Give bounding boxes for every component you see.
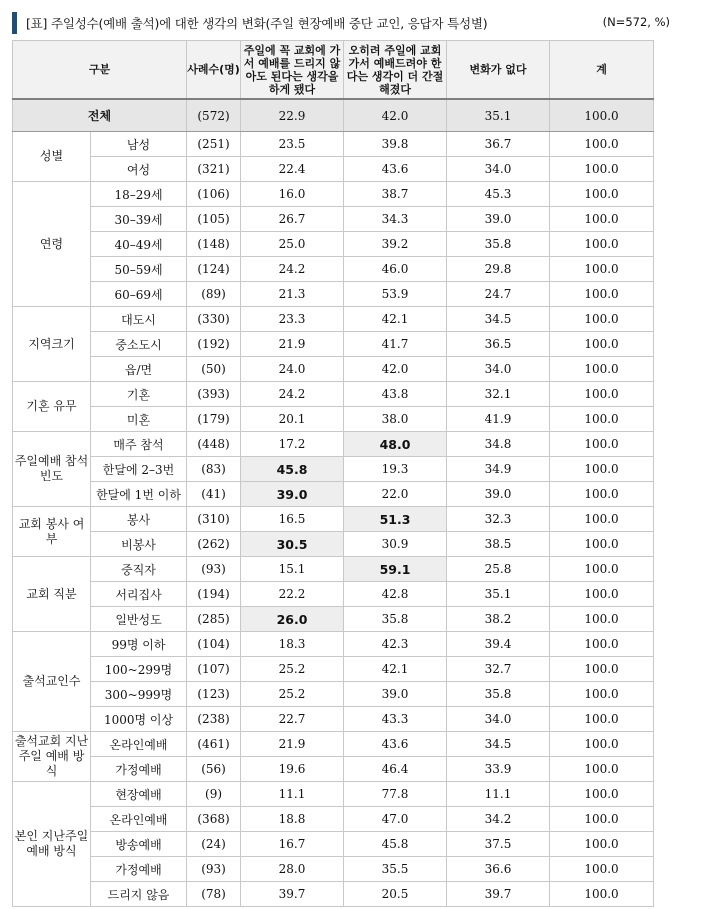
table-row [13, 132, 654, 157]
row-label: 40–49세 [91, 232, 187, 257]
total-c1: 22.9 [241, 99, 344, 132]
row-c1: 30.5 [241, 532, 344, 557]
table-row [13, 507, 654, 532]
row-c3: 29.8 [447, 257, 550, 282]
row-c4: 100.0 [550, 507, 654, 532]
row-c4: 100.0 [550, 632, 654, 657]
row-c4: 100.0 [550, 582, 654, 607]
row-c3: 32.1 [447, 382, 550, 407]
row-c4: 100.0 [550, 482, 654, 507]
row-c1: 16.7 [241, 832, 344, 857]
row-c2: 59.1 [344, 557, 447, 582]
total-c4: 100.0 [550, 99, 654, 132]
total-n: (572) [187, 99, 241, 132]
header-col2: 오히려 주일에 교회가서 예배드려야 한다는 생각이 더 간절해졌다 [344, 41, 447, 100]
total-c2: 42.0 [344, 99, 447, 132]
table-row [13, 232, 654, 257]
row-label: 중소도시 [91, 332, 187, 357]
row-n: (251) [187, 132, 241, 157]
row-c4: 100.0 [550, 857, 654, 882]
row-c2: 35.8 [344, 607, 447, 632]
group-label: 출석교회 지난주일 예배 방식 [13, 732, 91, 782]
row-c1: 26.0 [241, 607, 344, 632]
header-col3: 변화가 없다 [447, 41, 550, 100]
row-label: 읍/면 [91, 357, 187, 382]
row-c1: 17.2 [241, 432, 344, 457]
row-c1: 25.2 [241, 657, 344, 682]
row-c1: 21.9 [241, 732, 344, 757]
row-c1: 39.0 [241, 482, 344, 507]
row-c4: 100.0 [550, 757, 654, 782]
row-c3: 34.5 [447, 307, 550, 332]
row-c3: 35.8 [447, 232, 550, 257]
row-c4: 100.0 [550, 182, 654, 207]
row-n: (148) [187, 232, 241, 257]
table-row [13, 582, 654, 607]
row-c3: 34.9 [447, 457, 550, 482]
row-c4: 100.0 [550, 532, 654, 557]
table-row [13, 382, 654, 407]
row-label: 대도시 [91, 307, 187, 332]
row-label: 일반성도 [91, 607, 187, 632]
row-c4: 100.0 [550, 732, 654, 757]
row-c4: 100.0 [550, 407, 654, 432]
row-c4: 100.0 [550, 132, 654, 157]
row-c3: 36.7 [447, 132, 550, 157]
row-c1: 21.3 [241, 282, 344, 307]
row-n: (448) [187, 432, 241, 457]
row-label: 온라인예배 [91, 807, 187, 832]
table-row [13, 307, 654, 332]
row-c4: 100.0 [550, 882, 654, 907]
group-label: 연령 [13, 182, 91, 307]
row-c3: 39.0 [447, 207, 550, 232]
row-c3: 39.7 [447, 882, 550, 907]
row-n: (89) [187, 282, 241, 307]
row-label: 기혼 [91, 382, 187, 407]
row-c4: 100.0 [550, 682, 654, 707]
row-c3: 39.4 [447, 632, 550, 657]
table-row [13, 557, 654, 582]
table-row [13, 532, 654, 557]
row-c4: 100.0 [550, 807, 654, 832]
row-c3: 35.1 [447, 582, 550, 607]
row-c3: 35.8 [447, 682, 550, 707]
group-label: 본인 지난주일 예배 방식 [13, 782, 91, 907]
row-c3: 36.5 [447, 332, 550, 357]
row-c2: 20.5 [344, 882, 447, 907]
row-c2: 47.0 [344, 807, 447, 832]
table-row [13, 807, 654, 832]
row-c2: 45.8 [344, 832, 447, 857]
row-c1: 39.7 [241, 882, 344, 907]
total-c3: 35.1 [447, 99, 550, 132]
row-label: 서리집사 [91, 582, 187, 607]
row-c4: 100.0 [550, 257, 654, 282]
row-label: 18–29세 [91, 182, 187, 207]
row-n: (192) [187, 332, 241, 357]
row-label: 봉사 [91, 507, 187, 532]
row-c2: 39.0 [344, 682, 447, 707]
row-c4: 100.0 [550, 207, 654, 232]
row-c4: 100.0 [550, 707, 654, 732]
group-label: 기혼 유무 [13, 382, 91, 432]
row-label: 현장예배 [91, 782, 187, 807]
row-c4: 100.0 [550, 457, 654, 482]
row-n: (56) [187, 757, 241, 782]
table-row [13, 282, 654, 307]
table-row [13, 607, 654, 632]
row-c3: 37.5 [447, 832, 550, 857]
row-c3: 34.2 [447, 807, 550, 832]
row-label: 남성 [91, 132, 187, 157]
row-n: (461) [187, 732, 241, 757]
row-c4: 100.0 [550, 157, 654, 182]
row-label: 온라인예배 [91, 732, 187, 757]
row-c1: 25.0 [241, 232, 344, 257]
row-n: (393) [187, 382, 241, 407]
header-col1: 주일에 꼭 교회에 가서 예배를 드리지 않아도 된다는 생각을 하게 됐다 [241, 41, 344, 100]
row-n: (50) [187, 357, 241, 382]
row-c1: 24.2 [241, 382, 344, 407]
row-c4: 100.0 [550, 607, 654, 632]
row-label: 여성 [91, 157, 187, 182]
title-marker [12, 12, 17, 34]
row-label: 50–59세 [91, 257, 187, 282]
row-c2: 42.1 [344, 307, 447, 332]
row-c1: 25.2 [241, 682, 344, 707]
row-n: (24) [187, 832, 241, 857]
row-c3: 41.9 [447, 407, 550, 432]
group-label: 지역크기 [13, 307, 91, 382]
row-c3: 34.0 [447, 157, 550, 182]
row-c1: 26.7 [241, 207, 344, 232]
row-n: (93) [187, 557, 241, 582]
table-row [13, 407, 654, 432]
row-c1: 18.3 [241, 632, 344, 657]
row-n: (104) [187, 632, 241, 657]
table-title-bar [12, 10, 712, 36]
row-n: (124) [187, 257, 241, 282]
row-c2: 43.3 [344, 707, 447, 732]
row-c3: 34.8 [447, 432, 550, 457]
row-n: (179) [187, 407, 241, 432]
row-c2: 39.8 [344, 132, 447, 157]
row-c4: 100.0 [550, 557, 654, 582]
header-col4: 계 [550, 41, 654, 100]
row-c3: 33.9 [447, 757, 550, 782]
table-title: [표] 주일성수(예배 출석)에 대한 생각의 변화(주일 현장예배 중단 교인, 응답자 특성별) [26, 16, 488, 31]
row-c1: 28.0 [241, 857, 344, 882]
row-c1: 16.5 [241, 507, 344, 532]
row-c2: 43.6 [344, 732, 447, 757]
row-c4: 100.0 [550, 357, 654, 382]
row-c1: 21.9 [241, 332, 344, 357]
row-c2: 53.9 [344, 282, 447, 307]
table-row [13, 782, 654, 807]
sample-note: (N=572, %) [602, 15, 670, 29]
table-row [13, 207, 654, 232]
row-c2: 46.0 [344, 257, 447, 282]
row-c3: 34.0 [447, 707, 550, 732]
row-c2: 42.1 [344, 657, 447, 682]
row-n: (262) [187, 532, 241, 557]
row-label: 드리지 않음 [91, 882, 187, 907]
row-n: (83) [187, 457, 241, 482]
row-c2: 77.8 [344, 782, 447, 807]
row-c3: 25.8 [447, 557, 550, 582]
row-c2: 46.4 [344, 757, 447, 782]
row-c2: 22.0 [344, 482, 447, 507]
group-label: 성별 [13, 132, 91, 182]
row-c2: 19.3 [344, 457, 447, 482]
row-c3: 38.5 [447, 532, 550, 557]
table-row [13, 657, 654, 682]
row-label: 비봉사 [91, 532, 187, 557]
row-n: (9) [187, 782, 241, 807]
row-c2: 42.8 [344, 582, 447, 607]
row-c1: 19.6 [241, 757, 344, 782]
row-n: (321) [187, 157, 241, 182]
row-c2: 43.6 [344, 157, 447, 182]
row-label: 한달에 1번 이하 [91, 482, 187, 507]
row-label: 매주 참석 [91, 432, 187, 457]
row-label: 한달에 2–3번 [91, 457, 187, 482]
table-row [13, 682, 654, 707]
row-c2: 39.2 [344, 232, 447, 257]
row-label: 100~299명 [91, 657, 187, 682]
row-label: 중직자 [91, 557, 187, 582]
row-c3: 11.1 [447, 782, 550, 807]
row-c3: 34.0 [447, 357, 550, 382]
row-label: 30–39세 [91, 207, 187, 232]
row-c2: 38.7 [344, 182, 447, 207]
row-c4: 100.0 [550, 232, 654, 257]
row-c4: 100.0 [550, 282, 654, 307]
row-c3: 32.7 [447, 657, 550, 682]
row-c2: 30.9 [344, 532, 447, 557]
row-n: (285) [187, 607, 241, 632]
group-label: 주일예배 참석빈도 [13, 432, 91, 507]
row-n: (106) [187, 182, 241, 207]
header-category: 구분 [13, 41, 187, 100]
row-c2: 42.3 [344, 632, 447, 657]
row-c3: 45.3 [447, 182, 550, 207]
row-c2: 48.0 [344, 432, 447, 457]
row-n: (93) [187, 857, 241, 882]
row-c1: 11.1 [241, 782, 344, 807]
row-c1: 22.2 [241, 582, 344, 607]
row-c4: 100.0 [550, 782, 654, 807]
table-row [13, 632, 654, 657]
row-n: (105) [187, 207, 241, 232]
row-c3: 24.7 [447, 282, 550, 307]
row-c4: 100.0 [550, 307, 654, 332]
row-c2: 35.5 [344, 857, 447, 882]
row-n: (238) [187, 707, 241, 732]
row-c2: 41.7 [344, 332, 447, 357]
row-n: (123) [187, 682, 241, 707]
row-n: (368) [187, 807, 241, 832]
row-c1: 24.2 [241, 257, 344, 282]
group-label: 출석교인수 [13, 632, 91, 732]
row-label: 가정예배 [91, 857, 187, 882]
group-label: 교회 직분 [13, 557, 91, 632]
row-c1: 15.1 [241, 557, 344, 582]
table-row [13, 457, 654, 482]
table-row [13, 857, 654, 882]
row-c2: 34.3 [344, 207, 447, 232]
table-row [13, 482, 654, 507]
row-c1: 16.0 [241, 182, 344, 207]
row-c1: 20.1 [241, 407, 344, 432]
row-label: 300~999명 [91, 682, 187, 707]
group-label: 교회 봉사 여부 [13, 507, 91, 557]
row-n: (78) [187, 882, 241, 907]
row-label: 방송예배 [91, 832, 187, 857]
header-n: 사례수(명) [187, 41, 241, 100]
table-row [13, 882, 654, 907]
row-c4: 100.0 [550, 832, 654, 857]
table-row [13, 332, 654, 357]
total-label: 전체 [13, 99, 187, 132]
table-row [13, 432, 654, 457]
row-label: 60–69세 [91, 282, 187, 307]
row-c4: 100.0 [550, 657, 654, 682]
row-c3: 38.2 [447, 607, 550, 632]
row-c4: 100.0 [550, 332, 654, 357]
row-c3: 34.5 [447, 732, 550, 757]
row-c4: 100.0 [550, 432, 654, 457]
row-c1: 18.8 [241, 807, 344, 832]
row-label: 미혼 [91, 407, 187, 432]
table-row [13, 832, 654, 857]
row-c1: 22.4 [241, 157, 344, 182]
row-c1: 23.3 [241, 307, 344, 332]
table-row [13, 707, 654, 732]
row-c1: 45.8 [241, 457, 344, 482]
table-row [13, 732, 654, 757]
row-n: (41) [187, 482, 241, 507]
table-header-row [13, 41, 654, 100]
row-n: (194) [187, 582, 241, 607]
total-row [13, 99, 654, 132]
row-c3: 39.0 [447, 482, 550, 507]
row-n: (330) [187, 307, 241, 332]
row-n: (310) [187, 507, 241, 532]
row-label: 가정예배 [91, 757, 187, 782]
row-label: 1000명 이상 [91, 707, 187, 732]
survey-table [12, 40, 654, 907]
table-row [13, 757, 654, 782]
row-c2: 51.3 [344, 507, 447, 532]
row-label: 99명 이하 [91, 632, 187, 657]
row-c2: 43.8 [344, 382, 447, 407]
table-row [13, 157, 654, 182]
row-c1: 24.0 [241, 357, 344, 382]
row-n: (107) [187, 657, 241, 682]
table-row [13, 357, 654, 382]
row-c2: 38.0 [344, 407, 447, 432]
row-c3: 32.3 [447, 507, 550, 532]
row-c1: 23.5 [241, 132, 344, 157]
table-row [13, 182, 654, 207]
row-c1: 22.7 [241, 707, 344, 732]
row-c3: 36.6 [447, 857, 550, 882]
row-c2: 42.0 [344, 357, 447, 382]
row-c4: 100.0 [550, 382, 654, 407]
table-row [13, 257, 654, 282]
